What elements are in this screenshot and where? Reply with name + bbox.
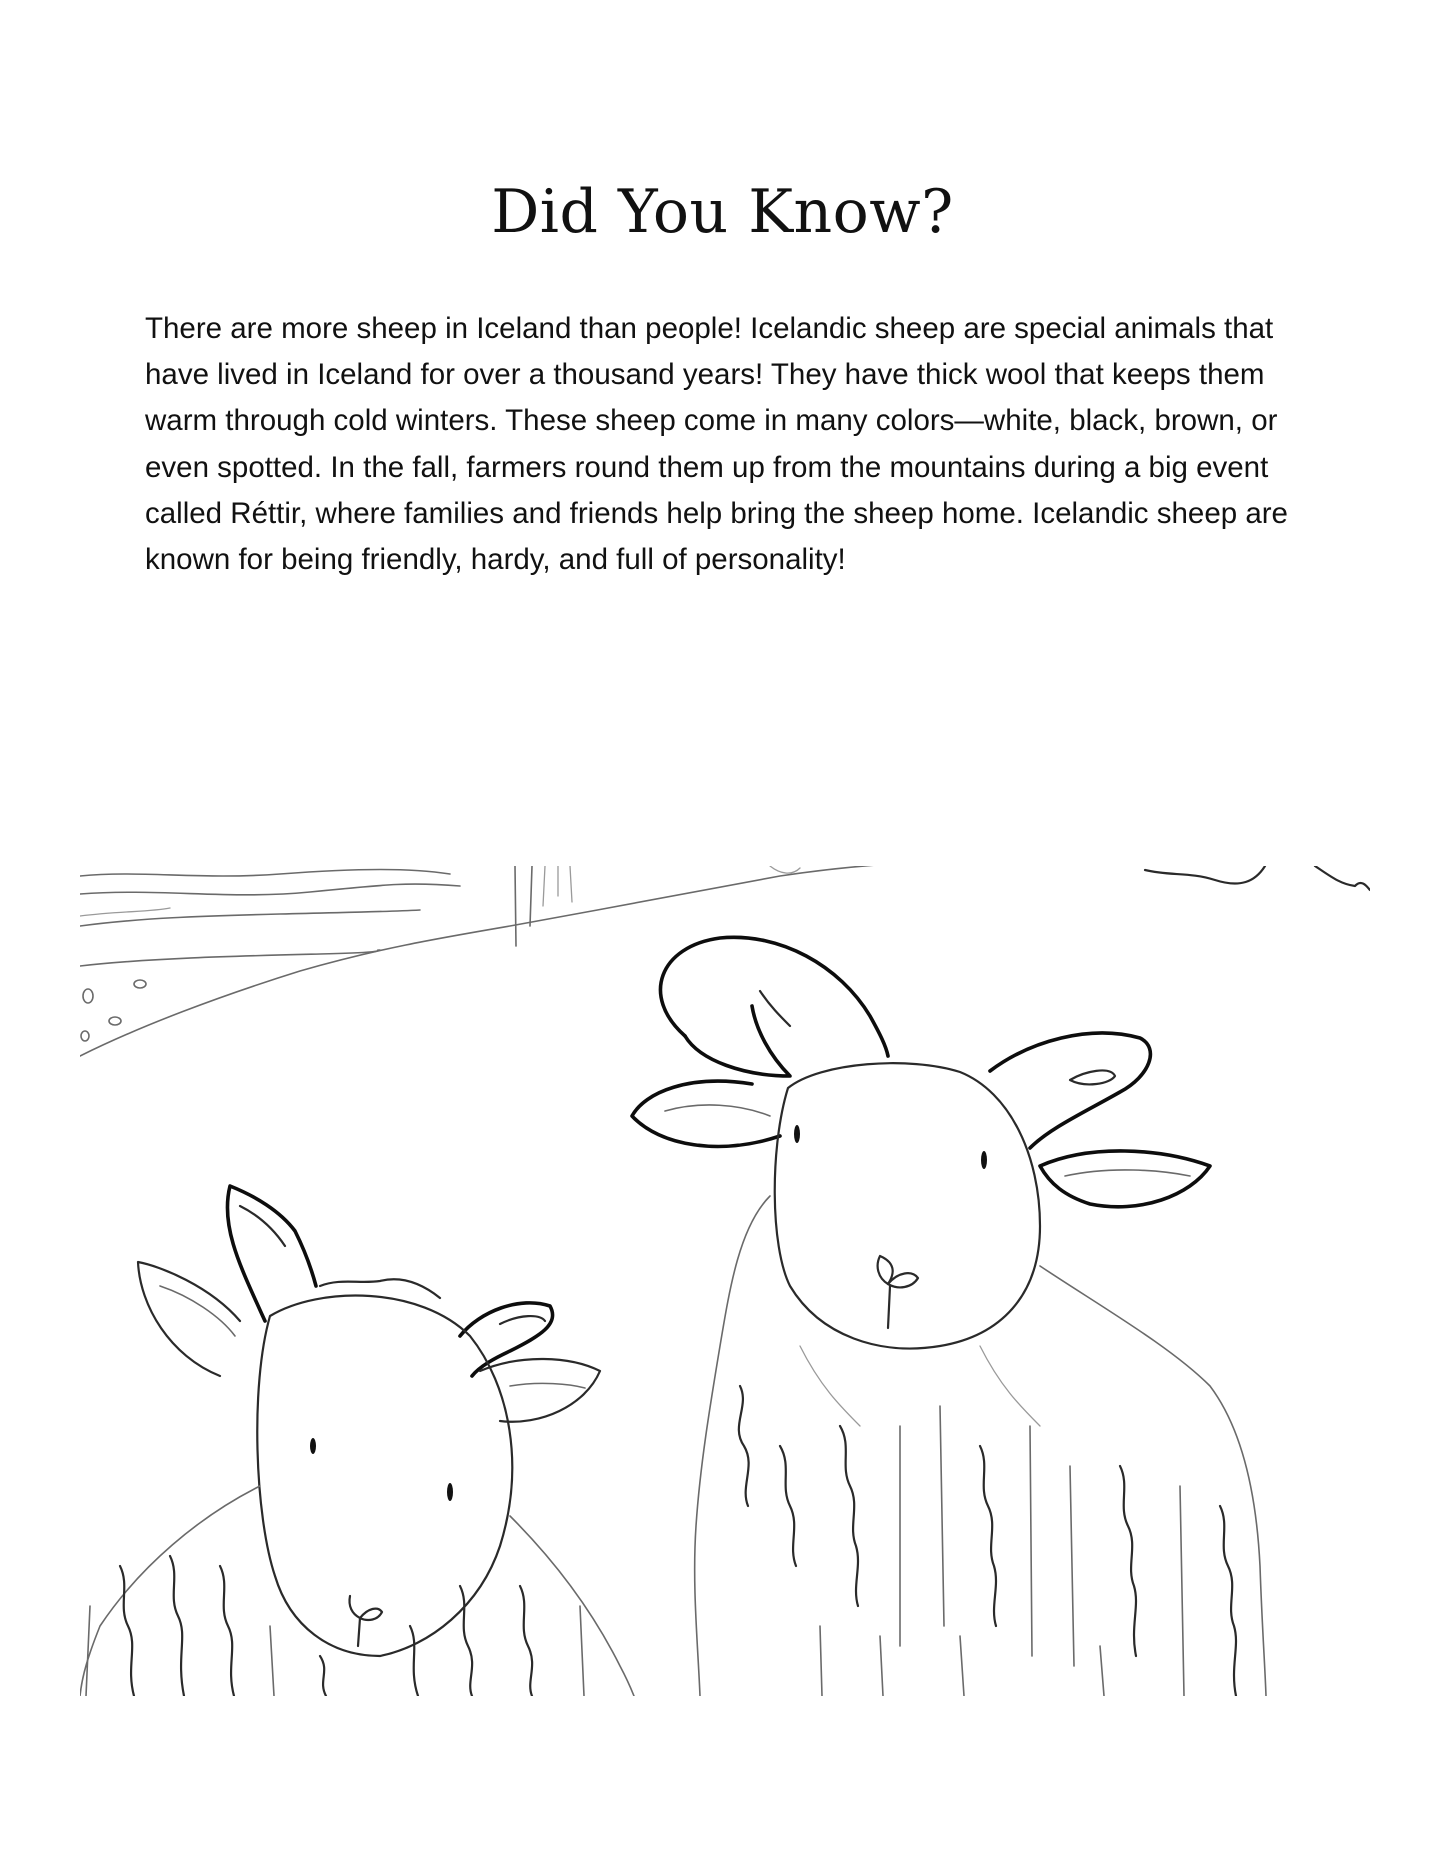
page-title: Did You Know? xyxy=(491,177,954,247)
fact-paragraph: There are more sheep in Iceland than people! Icelandic sheep are special animals that have lived in Iceland for over a thousand years! They have thick wool that keeps them warm through cold winters. These sheep come in many colors—white, black, brown, or even spotted. In the fall, farmers round them up from the mountains during a big event called Réttir, where families and friends help bring the sheep home. Icelandic sheep are known for being friendly, hardy, and full of personality! xyxy=(145,312,1288,577)
sheep-coloring-illustration xyxy=(80,866,1370,1696)
sheep-line-art-icon xyxy=(80,866,1370,1696)
